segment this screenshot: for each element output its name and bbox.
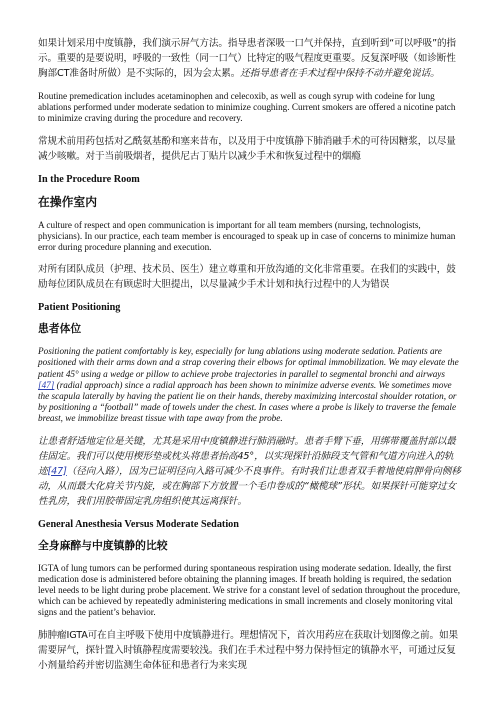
paragraph-cn-breath-hold <box>38 36 462 81</box>
text-span: 让患者舒适地定位是关键，尤其是采用中度镇静进行肺消融时。患者手臂下垂，用绑带覆盖肘部以最佳固定。我们可以使用楔形垫或枕头将患者抬高45°，以实现探针沿肺段支气管和气道方向进入的轨迹 <box>38 435 456 477</box>
reference-link-47-cn[interactable]: [47] <box>47 465 67 477</box>
paragraph-cn-positioning <box>38 434 462 509</box>
text-span: (radial approach) since a radial approach has been shown to minimize adverse events. We sometimes move the scapula laterally by having the patient lie on their hands, thereby maximizing intercostal shoulder rotation, or by positioning a “football” made of towels under the chest. In cases where a probe is likely to traverse the female breast, we immobilize breast tissue with tape away from the probe. <box>38 379 457 424</box>
text-span: Positioning the patient comfortably is key, especially for lung ablations using moderate sedation. Patients are positioned with their arms down and a strap covering their elbows for optimal immobilization. We may elevate the patient 45° using a wedge or pillow to achieve probe trajectories in parallel to segmental bronchi and airways <box>38 346 459 379</box>
heading-en-procedure-room: In the Procedure Room <box>38 173 140 185</box>
paragraph-en-premedication: Routine premedication includes acetaminophen and celecoxib, as well as cough syrup with codeine for lung ablations performed under moderate sedation to minimize coughing. Current smokers are offered a nicotine patch to minimize craving during the procedure and recovery. <box>38 91 456 124</box>
heading-cn-patient-positioning: 患者体位 <box>38 322 82 336</box>
heading-cn-procedure-room: 在操作室内 <box>38 194 97 209</box>
paragraph-cn-anesthesia: 肺肿瘤IGTA可在自主呼吸下使用中度镇静进行。理想情况下，首次用药应在获取计划图像之前。如果需要屏气，探针置入时镇静程度需要较浅。我们在手术过程中努力保持恒定的镇静水平，可通过反复小剂量给药并密切监测生命体征和患者行为来实现 <box>38 629 458 671</box>
heading-cn-anesthesia: 全身麻醉与中度镇静的比较 <box>38 538 168 552</box>
text-span: 如果计划采用中度镇静，我们演示屏气方法。指导患者深吸一口气并保持，直到听到“可以呼吸”的指示。重要的是要说明，呼吸的一致性（同一口气）比特定的吸气程度更重要。反复深呼吸（如诊断性胸部CT准备时所做）是不实际的，因为会太累。 <box>38 38 456 79</box>
paragraph-cn-premedication: 常规术前用药包括对乙酰氨基酚和塞来昔布，以及用于中度镇静下肺消融手术的可待因糖浆，以尽量减少咳嗽。对于当前吸烟者，提供尼古丁贴片以减少手术和恢复过程中的烟瘾 <box>38 135 456 162</box>
reference-link-47[interactable]: [47] <box>38 379 55 390</box>
paragraph-en-culture: A culture of respect and open communication is important for all team members (nursing, technologists, physicians). In our practice, each team member is encouraged to speak up in case of concerns to minimize human error during procedure planning and execution. <box>38 219 456 253</box>
paragraph-cn-culture: 对所有团队成员（护理、技术员、医生）建立尊重和开放沟通的文化非常重要。在我们的实践中，鼓励每位团队成员在有顾虑时大胆提出，以尽量减少手术计划和执行过程中的人为错误 <box>38 264 456 291</box>
paragraph-en-positioning <box>38 346 462 424</box>
heading-en-patient-positioning: Patient Positioning <box>38 302 121 314</box>
text-span: （径向入路），因为已证明径向入路可减少不良事件。有时我们让患者双手着地使肩胛骨向侧移动，从而最大化肩关节内旋，或在胸部下方放置一个毛巾卷成的“橄榄球”形状。如果探针可能穿过女性乳房，我们用胶带固定乳房组织使其远离探针。 <box>38 465 461 507</box>
paragraph-en-anesthesia: IGTA of lung tumors can be performed during spontaneous respiration using moderate sedation. Ideally, the first medication dose is administered before obtaining the planning images. If breath holding is required, the sedation level needs to be light during probe placement. We strive for a constant level of sedation throughout the procedure, which can be achieved by repeatedly administering medications in small increments and closely monitoring vital signs and the patient’s behavior. <box>38 562 461 618</box>
heading-en-anesthesia: General Anesthesia Versus Moderate Sedation <box>38 518 239 530</box>
italic-text-span: 还指导患者在手术过程中保持不动并避免说话。 <box>240 68 440 79</box>
